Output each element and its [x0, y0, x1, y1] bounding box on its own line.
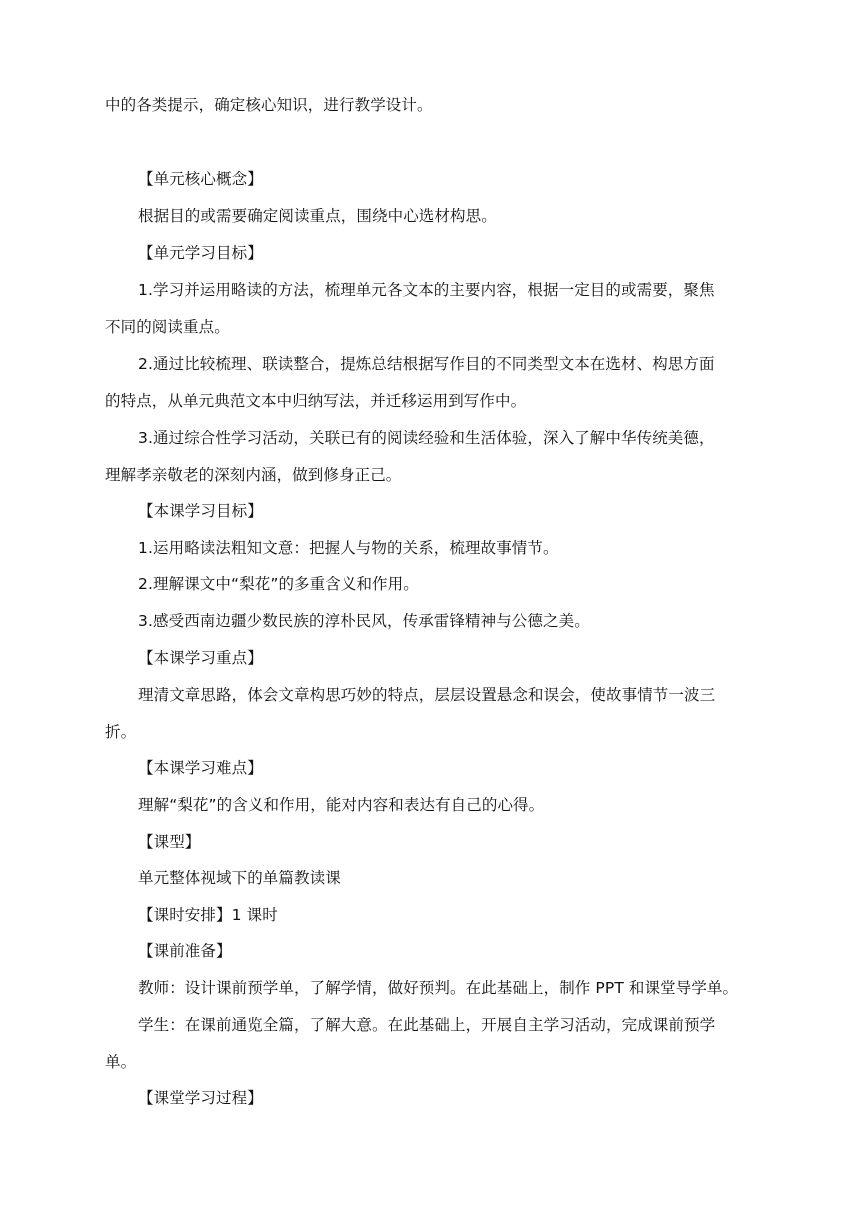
lesson-difficulty-text: 理解“梨花”的含义和作用，能对内容和表达有自己的心得。 — [138, 796, 545, 814]
heading-lesson-goals: 【本课学习目标】 — [138, 502, 263, 520]
unit-goal-1-line-1: 1.学习并运用略读的方法，梳理单元各文本的主要内容，根据一定目的或需要，聚焦 — [138, 281, 715, 299]
lesson-focus-line-2: 折。 — [105, 723, 137, 741]
lesson-focus-line-1: 理清文章思路，体会文章构思巧妙的特点，层层设置悬念和误会，使故事情节一波三 — [138, 686, 716, 704]
student-preparation-line-1: 学生：在课前通览全篇，了解大意。在此基础上，开展自主学习活动，完成课前预学 — [138, 1016, 716, 1034]
unit-goal-1-line-2: 不同的阅读重点。 — [105, 318, 230, 336]
heading-lesson-difficulty: 【本课学习难点】 — [138, 759, 263, 777]
unit-goal-3-line-2: 理解孝亲敬老的深刻内涵，做到修身正己。 — [105, 466, 402, 484]
lesson-type-text: 单元整体视域下的单篇教读课 — [138, 869, 341, 887]
unit-goal-2-line-1: 2.通过比较梳理、联读整合，提炼总结根据写作目的不同类型文本在选材、构思方面 — [138, 355, 715, 373]
teacher-preparation: 教师：设计课前预学单，了解学情，做好预判。在此基础上，制作 PPT 和课堂导学单。 — [138, 979, 739, 997]
unit-core-concept-text: 根据目的或需要确定阅读重点，围绕中心选材构思。 — [138, 207, 497, 225]
lesson-schedule: 【课时安排】1 课时 — [138, 906, 278, 924]
student-preparation-line-2: 单。 — [105, 1053, 137, 1071]
heading-lesson-focus: 【本课学习重点】 — [138, 649, 263, 667]
heading-class-process: 【课堂学习过程】 — [138, 1089, 263, 1107]
lesson-goal-1: 1.运用略读法粗知文意：把握人与物的关系，梳理故事情节。 — [138, 539, 559, 557]
heading-preparation: 【课前准备】 — [138, 942, 232, 960]
heading-unit-core-concept: 【单元核心概念】 — [138, 170, 263, 188]
heading-lesson-type: 【课型】 — [138, 833, 201, 851]
lesson-goal-2: 2.理解课文中“梨花”的多重含义和作用。 — [138, 575, 419, 593]
lesson-goal-3: 3.感受西南边疆少数民族的淳朴民风，传承雷锋精神与公德之美。 — [138, 612, 590, 630]
unit-goal-2-line-2: 的特点，从单元典范文本中归纳写法，并迁移运用到写作中。 — [105, 392, 527, 410]
unit-goal-3-line-1: 3.通过综合性学习活动，关联已有的阅读经验和生活体验，深入了解中华传统美德， — [138, 429, 715, 447]
paragraph-continuation: 中的各类提示，确定核心知识，进行教学设计。 — [105, 96, 433, 114]
heading-unit-learning-goals: 【单元学习目标】 — [138, 244, 263, 262]
